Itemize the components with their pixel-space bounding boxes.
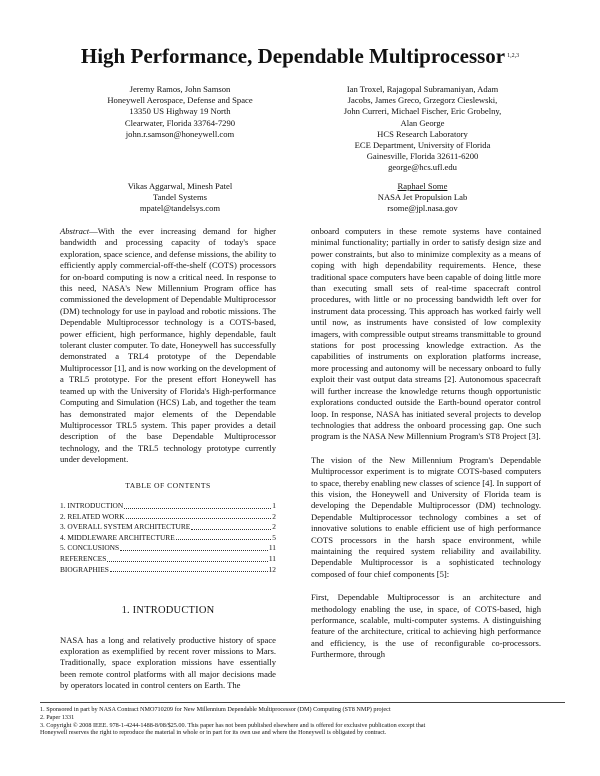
footnote: Honeywell reserves the right to reproduce the material in whole or in part for its own use and where the Honeywell is obligated by contract.: [40, 729, 387, 737]
toc-entry[interactable]: 5. CONCLUSIONS 11: [60, 543, 276, 553]
title-footnote-marks: 1,2,3: [507, 53, 520, 59]
toc-entry[interactable]: BIOGRAPHIES 12: [60, 564, 276, 574]
right-column: [311, 226, 541, 668]
table-of-contents: [60, 501, 276, 575]
author-block-tandel: Vikas Aggarwal, Minesh Patel Tandel Systems mpatel@tandelsys.com: [127, 181, 233, 214]
body-paragraph: The vision of the New Millennium Program's Dependable Multiprocessor experiment is to migrate COTS-based computers to space, thereby enabling new classes of science [4]. In support of this vision, the Honeywell and University of Florida team is developing the Dependable Multiprocessor (DM) technology. Dependable Multiprocessor technology combines a set of innovative solutions to enable efficient use of high performance COTS processors in the harsh space environment, while maintaining the required system reliability and availability. Dependable Multiprocessor is a sophisticated technology composed of four chief components [5]:: [311, 454, 541, 579]
paper-title: High Performance, Dependable Multiprocessor $^{1,2,3}$: [80, 44, 520, 68]
author-block-jpl: Raphael Some NASA Jet Propulsion Lab rsome@jpl.nasa.gov: [377, 181, 468, 214]
footnote: 2. Paper 1331: [40, 713, 75, 721]
body-paragraph: First, Dependable Multiprocessor is an architecture and methodology enabling the use, in space, of COTS-based, high performance, scalable, multi-computer systems. A distinguishing feature of the architecture, critical to achieving high performance and efficiency, is the use of reconfigurable co-processors. Furthermore, through: [311, 592, 541, 660]
footnotes: [40, 702, 565, 737]
author-block-ufl: Ian Troxel, Rajagopal Subramaniyan, Adam Jacobs, James Greco, Grzegorz Cieslewski, John Curreri, Michael Fischer, Eric Grobelny, Alan George HCS Research Laboratory ECE Department, University of Florida Gainesville, Florida 32611-6200 george@hcs.ufl.edu: [343, 84, 502, 173]
intro-paragraph: NASA has a long and relatively productive history of space exploration as exemplified by recent rover missions to Mars. Traditionally, space exploration missions have essentially been remote control platforms with all major decisions made by operators located in control centers on Earth. The: [60, 634, 276, 691]
author-block-honeywell: Jeremy Ramos, John Samson Honeywell Aerospace, Defense and Space 13350 US Highway 19 North Clearwater, Florida 33764-7290 john.r.samson@honeywell.com: [107, 84, 253, 139]
toc-entry[interactable]: 2. RELATED WORK 2: [60, 511, 276, 521]
toc-entry[interactable]: 1. INTRODUCTION 1: [60, 500, 276, 510]
left-column: [60, 226, 276, 699]
abstract-label: Abstract: [60, 226, 90, 236]
footnote: 3. Copyright © 2008 IEEE. 978-1-4244-1488-8/08/$25.00. This paper has not been published elsewhere and is offered for exclusive publication except that: [40, 721, 426, 729]
section-heading: 1. INTRODUCTION: [121, 605, 215, 617]
footnote: 1. Sponsored in part by NASA Contract NMO710209 for New Millennium Dependable Multiprocessor (DM) Computing (ST8 NMP) project: [40, 706, 391, 713]
toc-entry[interactable]: REFERENCES 11: [60, 553, 276, 563]
body-paragraph: onboard computers in these remote systems have contained minimal functionality; partially in order to satisfy design size and power constraints, but also to minimize complexity as a means of coping with high dependability requirements. Hence, these traditional space computers have been capable of doing little more than executing small sets of real-time spacecraft control procedures, with little or no processing bandwidth left over for instrument data processing. This approach has worked fairly well until now, as instruments have consisted of low complexity imagers, with compressible output streams transmittable to ground stations for post processing knowledge extraction. As the capabilities of instruments on exploration platforms increase, more processing and autonomy will be necessary onboard to fully exploit their vast output data streams [2]. Autonomous spacecraft will further increase the knowledge returns though opportunistic explorations conducted outside the Earth-bound operator control loop. In response, NASA has initiated several projects to develop technologies that address the onboard processing gap. One such program is the NASA New Millennium Program's ST8 Project [3].: [311, 226, 541, 442]
toc-entry[interactable]: 3. OVERALL SYSTEM ARCHITECTURE 2: [60, 522, 276, 532]
abstract: Abstract—With the ever increasing demand for higher bandwidth and processing capacity of today's space exploration, space science, and defense missions, the ability to efficiently apply commercial-off-the-shelf (COTS) processors for on-board computing is now a critical need. In response to this need, NASA's New Millennium Program office has commissioned the development of Dependable Multiprocessor (DM) technology for use in payload and robotic missions. The Dependable Multiprocessor technology is a COTS-based, power efficient, high performance, highly dependable, fault tolerant cluster computer. To date, Honeywell has successfully demonstrated a TRL4 prototype of the Dependable Multiprocessor [1], and is now working on the development of a TRL5 prototype. For the present effort Honeywell has teamed up with the University of Florida's High-performance Computing and Simulation (HCS) Lab, and together the team has demonstrated major elements of the Dependable Multiprocessor TRL5 system. This paper provides a detail description of the base Dependable Multiprocessor technology, and the TRL5 technology prototype currently under development.: [60, 226, 276, 465]
toc-title: TABLE OF CONTENTS: [125, 480, 211, 490]
toc-entry[interactable]: 4. MIDDLEWARE ARCHITECTURE 5: [60, 532, 276, 542]
